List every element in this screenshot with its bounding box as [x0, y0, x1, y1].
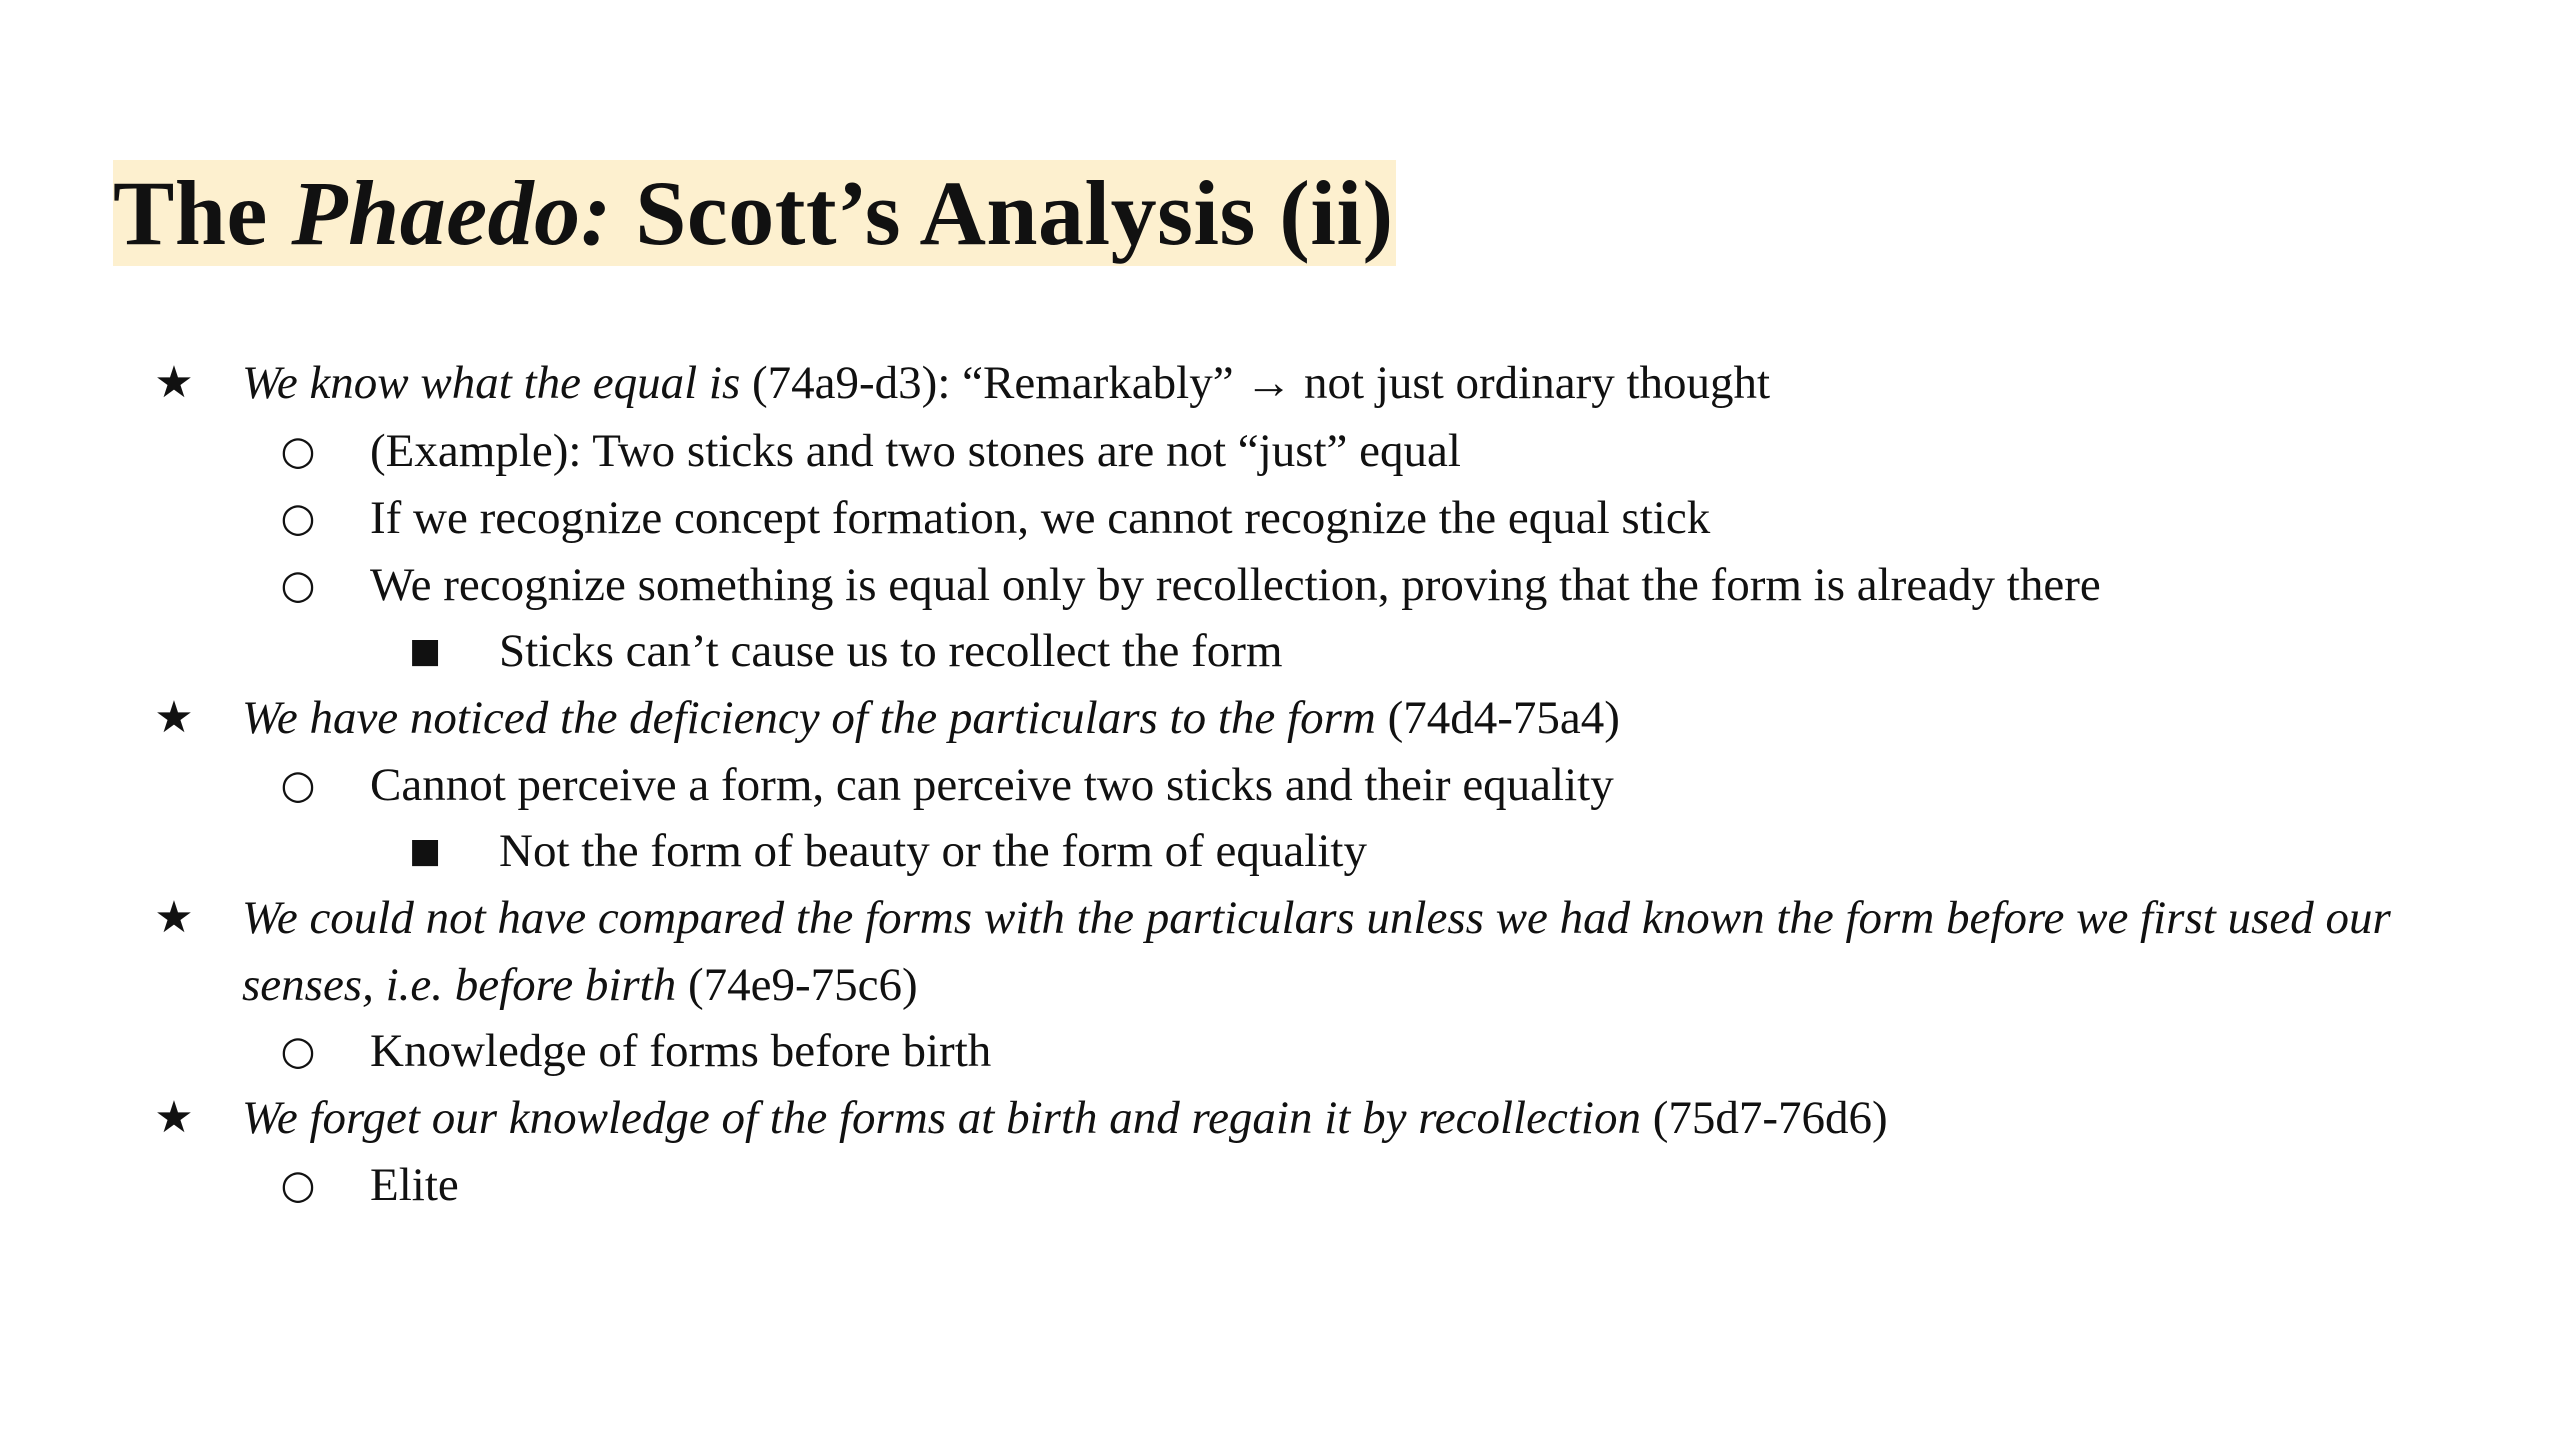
- list-item-text: (74a9-d3): “Remarkably” → not just ordinary thought: [740, 357, 1771, 409]
- list-item: [242, 1085, 1888, 1151]
- list-item: Sticks can’t cause us to recollect the form: [499, 625, 1283, 677]
- list-item: [242, 350, 1770, 416]
- circle-bullet-icon: ○: [280, 428, 316, 474]
- title-part-2-italic: Phaedo:: [291, 162, 612, 264]
- star-bullet-icon: ★: [154, 692, 194, 743]
- star-bullet-icon: ★: [154, 892, 194, 943]
- list-item: We recognize something is equal only by recollection, proving that the form is already there: [370, 559, 2101, 611]
- list-item-text: (74e9-75c6): [676, 959, 918, 1011]
- list-item-italic: We have noticed the deficiency of the particulars to the form: [242, 692, 1376, 744]
- title-part-3: Scott’s Analysis (ii): [611, 162, 1394, 264]
- square-bullet-icon: ■: [408, 631, 442, 671]
- list-item: Cannot perceive a form, can perceive two sticks and their equality: [370, 759, 1614, 811]
- star-bullet-icon: ★: [154, 1092, 194, 1143]
- list-item-text: (74d4-75a4): [1375, 692, 1620, 744]
- list-item: Knowledge of forms before birth: [370, 1025, 992, 1077]
- list-item: We could not have compared the forms with the particulars unless we had known the form before we first used our: [242, 892, 2391, 944]
- square-bullet-icon: ■: [408, 831, 442, 871]
- circle-bullet-icon: ○: [280, 495, 316, 541]
- list-item: [242, 685, 1620, 751]
- list-item-text: (75d7-76d6): [1640, 1092, 1888, 1144]
- star-bullet-icon: ★: [154, 357, 194, 408]
- list-item: (Example): Two sticks and two stones are not “just” equal: [370, 425, 1461, 477]
- circle-bullet-icon: ○: [280, 762, 316, 808]
- list-item-italic: senses, i.e. before birth: [242, 959, 677, 1011]
- list-item-italic: We forget our knowledge of the forms at birth and regain it by recollection: [242, 1092, 1641, 1144]
- circle-bullet-icon: ○: [280, 1162, 316, 1208]
- circle-bullet-icon: ○: [280, 562, 316, 608]
- list-item: Elite: [370, 1159, 459, 1211]
- list-item-italic: We know what the equal is: [242, 357, 741, 409]
- list-item: If we recognize concept formation, we cannot recognize the equal stick: [370, 492, 1711, 544]
- circle-bullet-icon: ○: [280, 1028, 316, 1074]
- list-item: Not the form of beauty or the form of equality: [499, 825, 1367, 877]
- title-part-1: The: [113, 162, 292, 264]
- list-item-continuation: [242, 952, 918, 1018]
